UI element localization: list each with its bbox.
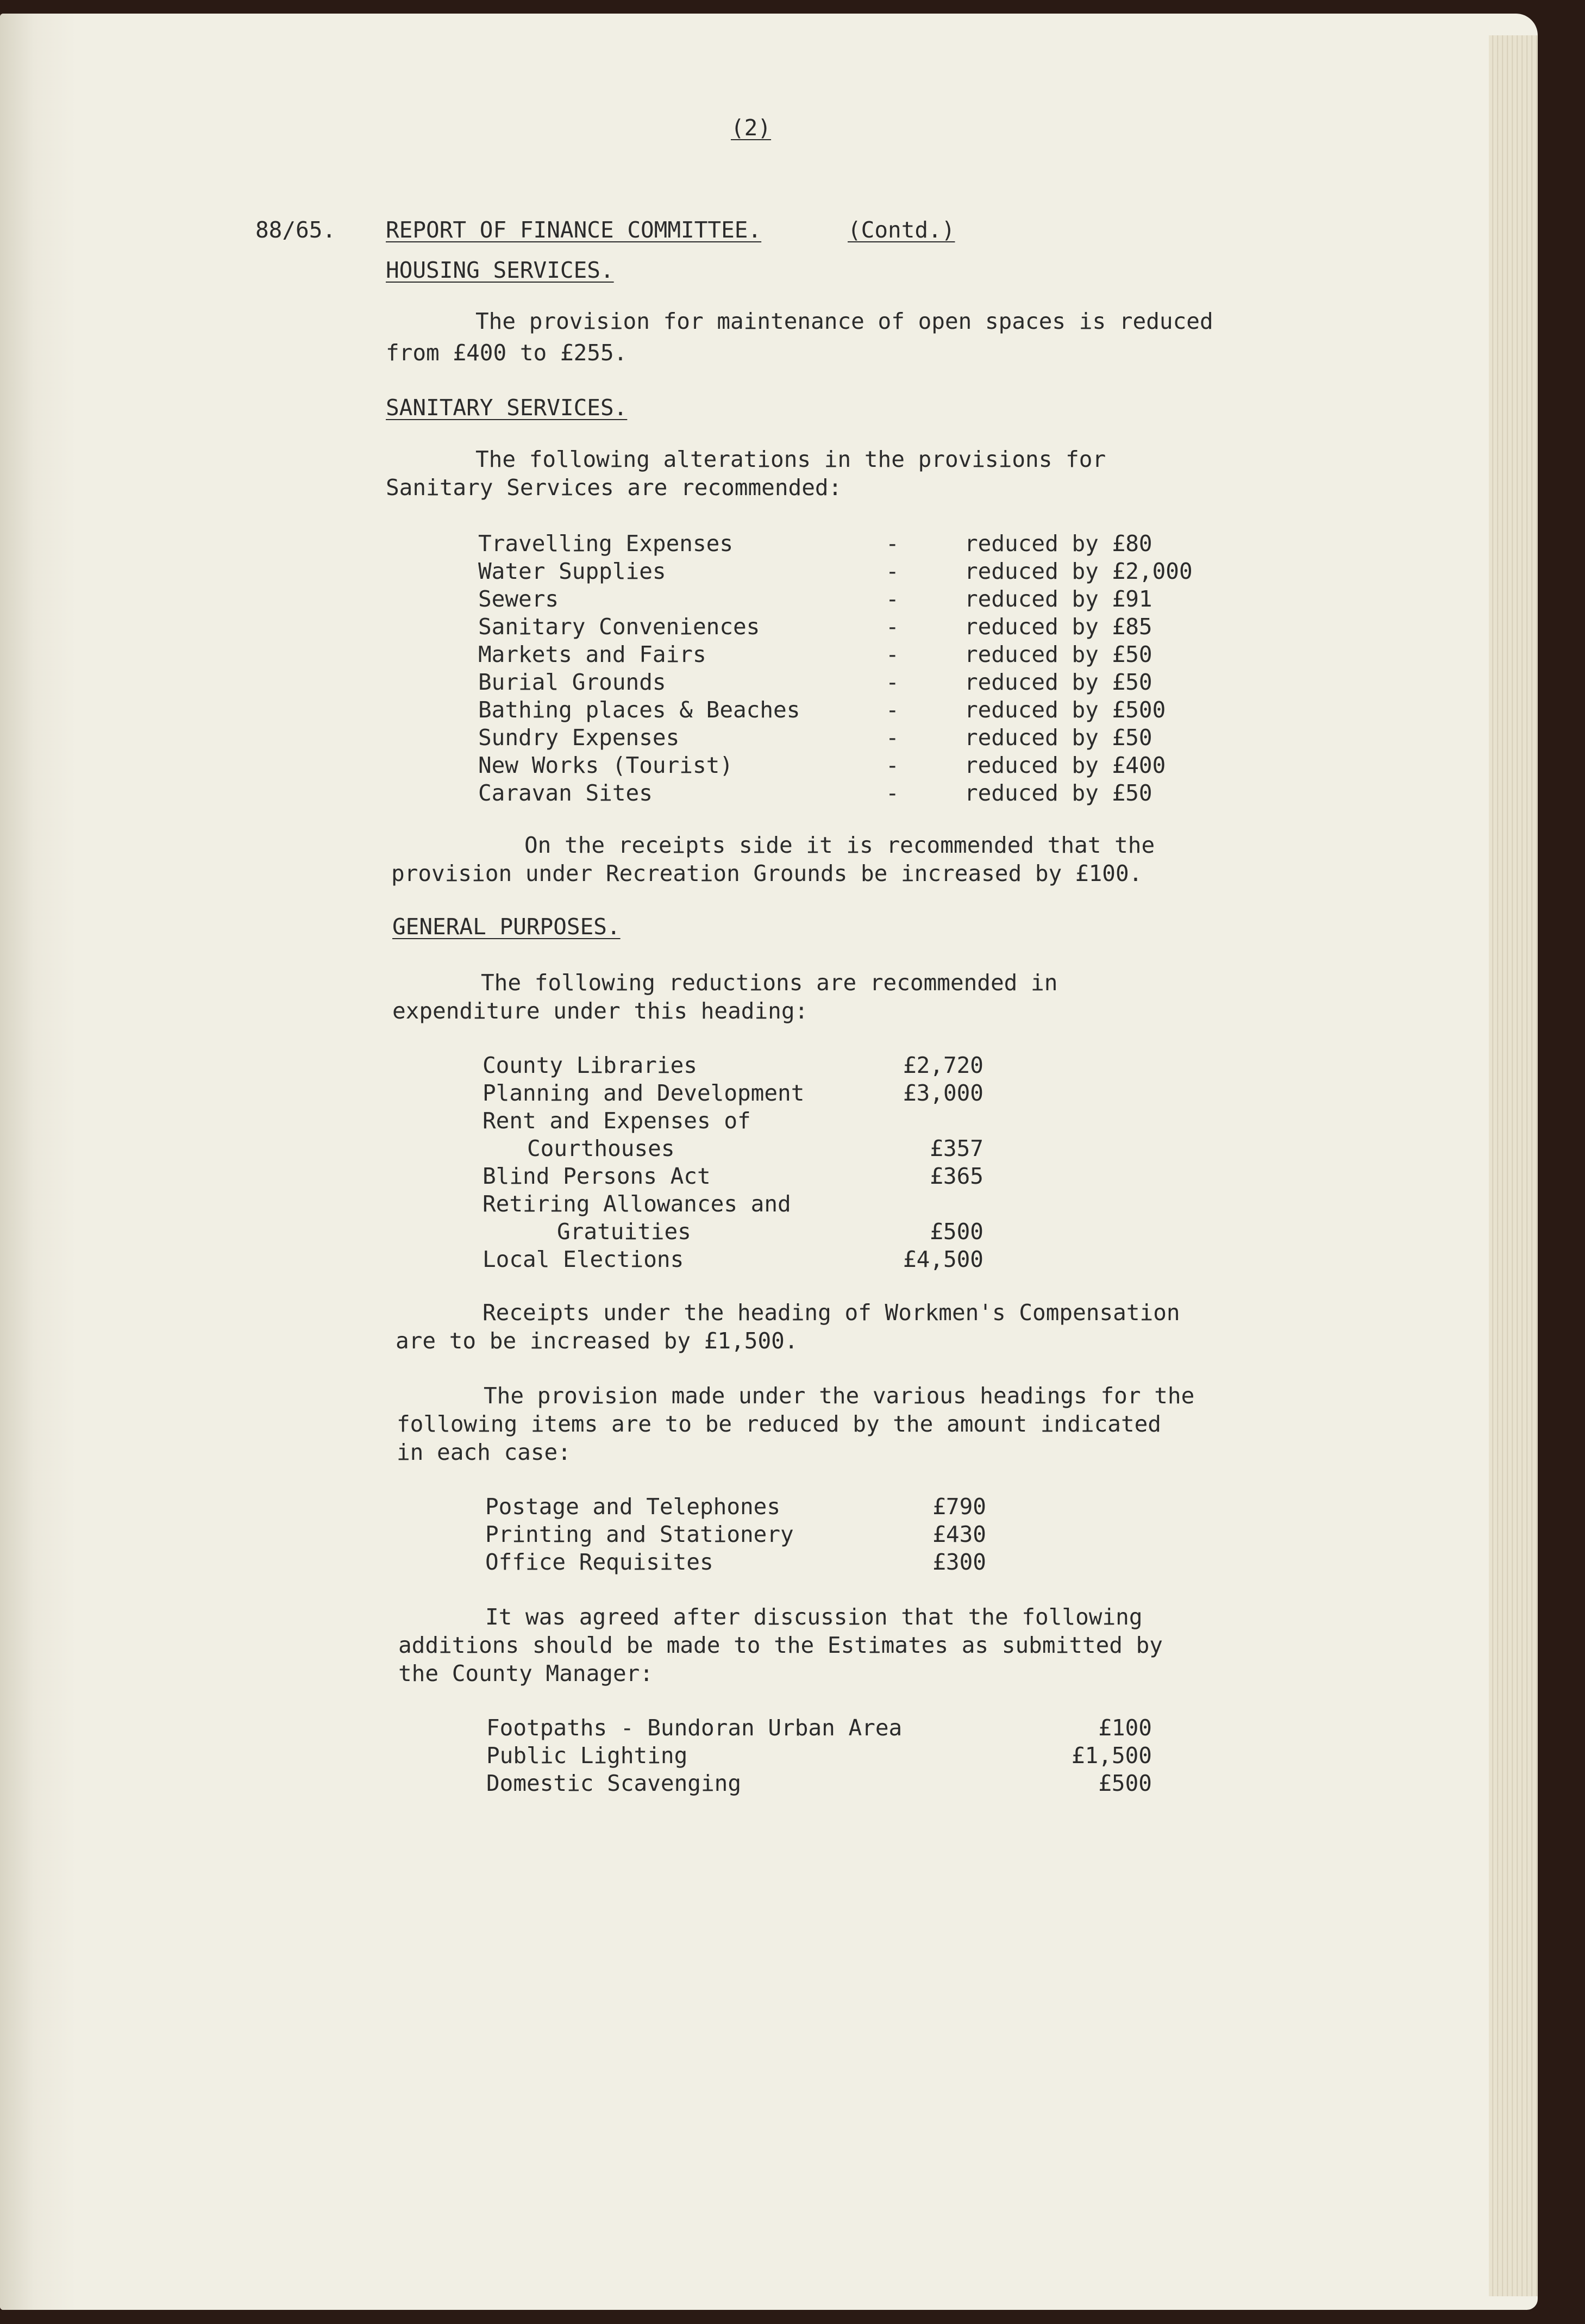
list-item-amount: £4,500 xyxy=(903,1246,983,1272)
document-page xyxy=(0,14,1538,2310)
list-item-amount: reduced by £50 xyxy=(964,669,1152,695)
list-item-label: Domestic Scavenging xyxy=(486,1770,741,1796)
list-item-label: Rent and Expenses of xyxy=(483,1108,751,1134)
list-item-label: Gratuities xyxy=(557,1219,691,1245)
list-item-label: Burial Grounds xyxy=(478,669,666,695)
list-item-dash: - xyxy=(886,614,899,640)
housing-line: The provision for maintenance of open spaces is reduced xyxy=(475,308,1213,334)
agreed-intro: additions should be made to the Estimates as submitted by xyxy=(398,1632,1163,1658)
general-receipts: Receipts under the heading of Workmen's Compensation xyxy=(483,1300,1180,1326)
list-item-label: Water Supplies xyxy=(478,558,666,584)
list-item-label: Markets and Fairs xyxy=(478,641,706,667)
list-item-dash: - xyxy=(886,724,899,751)
page-edges xyxy=(1489,35,1538,2296)
section-heading-contd: (Contd.) xyxy=(848,217,955,243)
list-item-amount: £3,000 xyxy=(903,1080,983,1106)
list-item-amount: reduced by £50 xyxy=(964,641,1152,667)
list-item-dash: - xyxy=(886,697,899,723)
sanitary-receipts: On the receipts side it is recommended that the xyxy=(524,832,1155,858)
general-receipts: are to be increased by £1,500. xyxy=(396,1328,798,1354)
list-item-amount: £365 xyxy=(930,1163,983,1189)
general-intro: The following reductions are recommended in xyxy=(481,970,1058,996)
sanitary-intro: Sanitary Services are recommended: xyxy=(386,474,842,501)
housing-heading: HOUSING SERVICES. xyxy=(386,257,614,283)
list-item-amount: £1,500 xyxy=(1071,1742,1152,1769)
provision-intro: following items are to be reduced by the amount indicated xyxy=(397,1411,1161,1437)
list-item-label: Office Requisites xyxy=(485,1549,713,1575)
list-item-label: Footpaths - Bundoran Urban Area xyxy=(486,1715,903,1741)
list-item-label: Sundry Expenses xyxy=(478,724,680,751)
list-item-amount: reduced by £91 xyxy=(964,586,1152,612)
provision-intro: in each case: xyxy=(397,1439,571,1465)
section-heading: REPORT OF FINANCE COMMITTEE. xyxy=(386,217,762,243)
list-item-label: Courthouses xyxy=(527,1135,675,1161)
minute-reference: 88/65. xyxy=(255,217,336,243)
list-item-label: Sanitary Conveniences xyxy=(478,614,760,640)
list-item-label: Local Elections xyxy=(483,1246,684,1272)
list-item-label: Sewers xyxy=(478,586,559,612)
page-number: (2) xyxy=(731,115,772,141)
list-item-amount: reduced by £50 xyxy=(964,724,1152,751)
list-item-dash: - xyxy=(886,669,899,695)
list-item-dash: - xyxy=(886,752,899,778)
general-heading: GENERAL PURPOSES. xyxy=(392,914,621,940)
list-item-amount: reduced by £85 xyxy=(964,614,1152,640)
list-item-amount: £500 xyxy=(930,1219,983,1245)
agreed-intro: It was agreed after discussion that the following xyxy=(485,1604,1143,1630)
list-item-dash: - xyxy=(886,558,899,584)
sanitary-receipts: provision under Recreation Grounds be increased by £100. xyxy=(391,860,1143,886)
list-item-label: Postage and Telephones xyxy=(485,1494,781,1520)
list-item-label: Travelling Expenses xyxy=(478,530,733,557)
general-intro: expenditure under this heading: xyxy=(392,998,809,1024)
list-item-dash: - xyxy=(886,530,899,557)
list-item-amount: reduced by £80 xyxy=(964,530,1152,557)
agreed-intro: the County Manager: xyxy=(398,1660,653,1686)
list-item-dash: - xyxy=(886,780,899,806)
list-item-label: County Libraries xyxy=(483,1052,697,1078)
list-item-dash: - xyxy=(886,641,899,667)
housing-line: from £400 to £255. xyxy=(386,340,628,366)
list-item-label: Retiring Allowances and xyxy=(483,1191,791,1217)
provision-intro: The provision made under the various headings for the xyxy=(484,1383,1195,1409)
list-item-label: New Works (Tourist) xyxy=(478,752,733,778)
list-item-amount: £100 xyxy=(1098,1715,1152,1741)
list-item-label: Blind Persons Act xyxy=(483,1163,711,1189)
sanitary-heading: SANITARY SERVICES. xyxy=(386,395,628,421)
list-item-amount: £790 xyxy=(932,1494,986,1520)
list-item-amount: £357 xyxy=(930,1135,983,1161)
binding-gutter xyxy=(0,14,76,2310)
list-item-label: Public Lighting xyxy=(486,1742,688,1769)
list-item-label: Caravan Sites xyxy=(478,780,653,806)
list-item-label: Bathing places & Beaches xyxy=(478,697,800,723)
list-item-amount: reduced by £2,000 xyxy=(964,558,1193,584)
list-item-label: Printing and Stationery xyxy=(485,1521,794,1547)
list-item-amount: reduced by £50 xyxy=(964,780,1152,806)
list-item-amount: £500 xyxy=(1098,1770,1152,1796)
list-item-amount: £430 xyxy=(932,1521,986,1547)
list-item-amount: reduced by £500 xyxy=(964,697,1166,723)
list-item-amount: £300 xyxy=(932,1549,986,1575)
list-item-amount: £2,720 xyxy=(903,1052,983,1078)
list-item-dash: - xyxy=(886,586,899,612)
list-item-label: Planning and Development xyxy=(483,1080,805,1106)
list-item-amount: reduced by £400 xyxy=(964,752,1166,778)
sanitary-intro: The following alterations in the provisions for xyxy=(475,446,1106,472)
